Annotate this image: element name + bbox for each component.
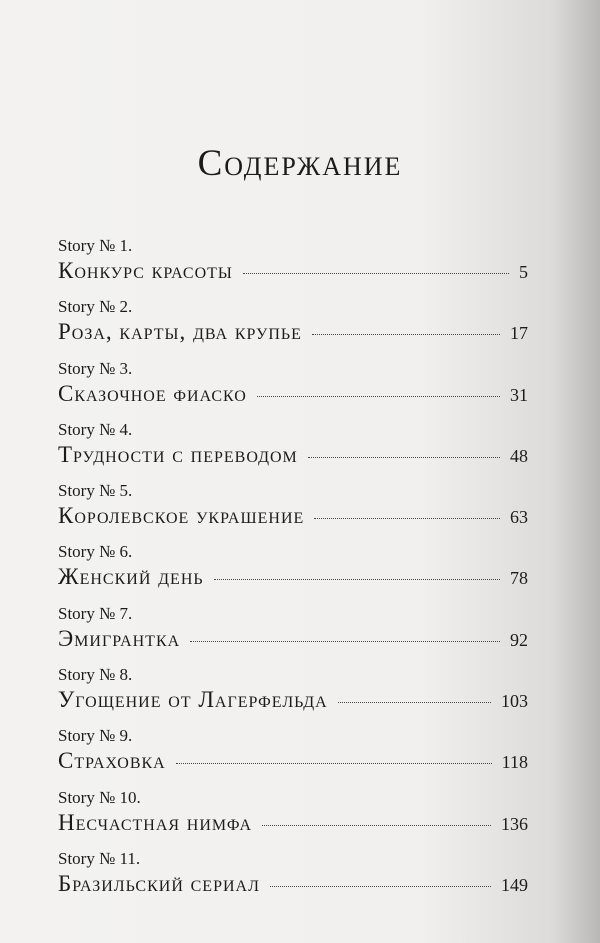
story-number: Story № 6.	[58, 542, 133, 562]
dot-leader	[338, 702, 491, 703]
page-number: 118	[501, 752, 528, 773]
story-number: Story № 3.	[58, 358, 133, 378]
toc-row	[58, 685, 528, 715]
dot-leader	[257, 396, 500, 397]
page-number: 48	[510, 445, 528, 466]
story-number: Story № 2.	[58, 297, 133, 317]
page-number: 92	[510, 629, 528, 650]
page-number: 63	[510, 507, 528, 528]
page-number: 136	[501, 813, 528, 834]
story-title: Угощение от Лагерфельда	[58, 687, 328, 713]
toc-entry	[58, 236, 528, 297]
toc-entry	[58, 359, 528, 420]
story-title: Страховка	[58, 748, 166, 774]
page-number: 17	[510, 323, 528, 344]
story-number: Story № 7.	[58, 603, 133, 623]
dot-leader	[308, 457, 500, 458]
table-of-contents	[58, 236, 528, 910]
story-title: Женский день	[58, 564, 204, 590]
page-number: 103	[501, 691, 528, 712]
toc-row	[58, 624, 528, 654]
toc-entry	[58, 665, 528, 726]
toc-row	[58, 379, 528, 409]
dot-leader	[270, 886, 491, 887]
toc-row	[58, 562, 528, 592]
page-number: 31	[510, 384, 528, 405]
story-number: Story № 9.	[58, 726, 133, 746]
dot-leader	[312, 334, 500, 335]
toc-entry	[58, 788, 528, 849]
toc-entry	[58, 542, 528, 603]
story-title: Трудности с переводом	[58, 441, 298, 467]
story-title: Роза, карты, два крупье	[58, 319, 302, 345]
toc-entry	[58, 481, 528, 542]
dot-leader	[190, 641, 500, 642]
dot-leader	[314, 518, 500, 519]
toc-row	[58, 256, 528, 286]
story-number: Story № 10.	[58, 787, 141, 807]
story-number: Story № 5.	[58, 481, 133, 501]
toc-row	[58, 501, 528, 531]
story-number: Story № 4.	[58, 419, 133, 439]
toc-row	[58, 808, 528, 838]
dot-leader	[176, 763, 492, 764]
toc-entry	[58, 420, 528, 481]
story-title: Несчастная нимфа	[58, 809, 253, 835]
page-number: 78	[510, 568, 528, 589]
toc-row	[58, 746, 528, 776]
dot-leader	[214, 579, 500, 580]
story-title: Бразильский сериал	[58, 870, 260, 896]
story-title: Королевское украшение	[58, 503, 305, 529]
story-title: Конкурс красоты	[58, 258, 233, 283]
story-title: Сказочное фиаско	[58, 380, 247, 406]
story-title: Эмигрантка	[58, 625, 181, 651]
toc-entry	[58, 297, 528, 358]
dot-leader	[243, 273, 509, 274]
toc-row	[58, 440, 528, 470]
page-title: Содержание	[197, 143, 403, 184]
story-number: Story № 11.	[58, 848, 141, 868]
story-number: Story № 1.	[58, 236, 133, 255]
toc-entry	[58, 726, 528, 787]
toc-row	[58, 869, 528, 899]
dot-leader	[262, 825, 491, 826]
page-number: 149	[501, 874, 528, 895]
toc-entry	[58, 604, 528, 665]
toc-row	[58, 317, 528, 347]
story-number: Story № 8.	[58, 665, 133, 685]
toc-entry	[58, 849, 528, 910]
page-number: 5	[519, 262, 528, 282]
